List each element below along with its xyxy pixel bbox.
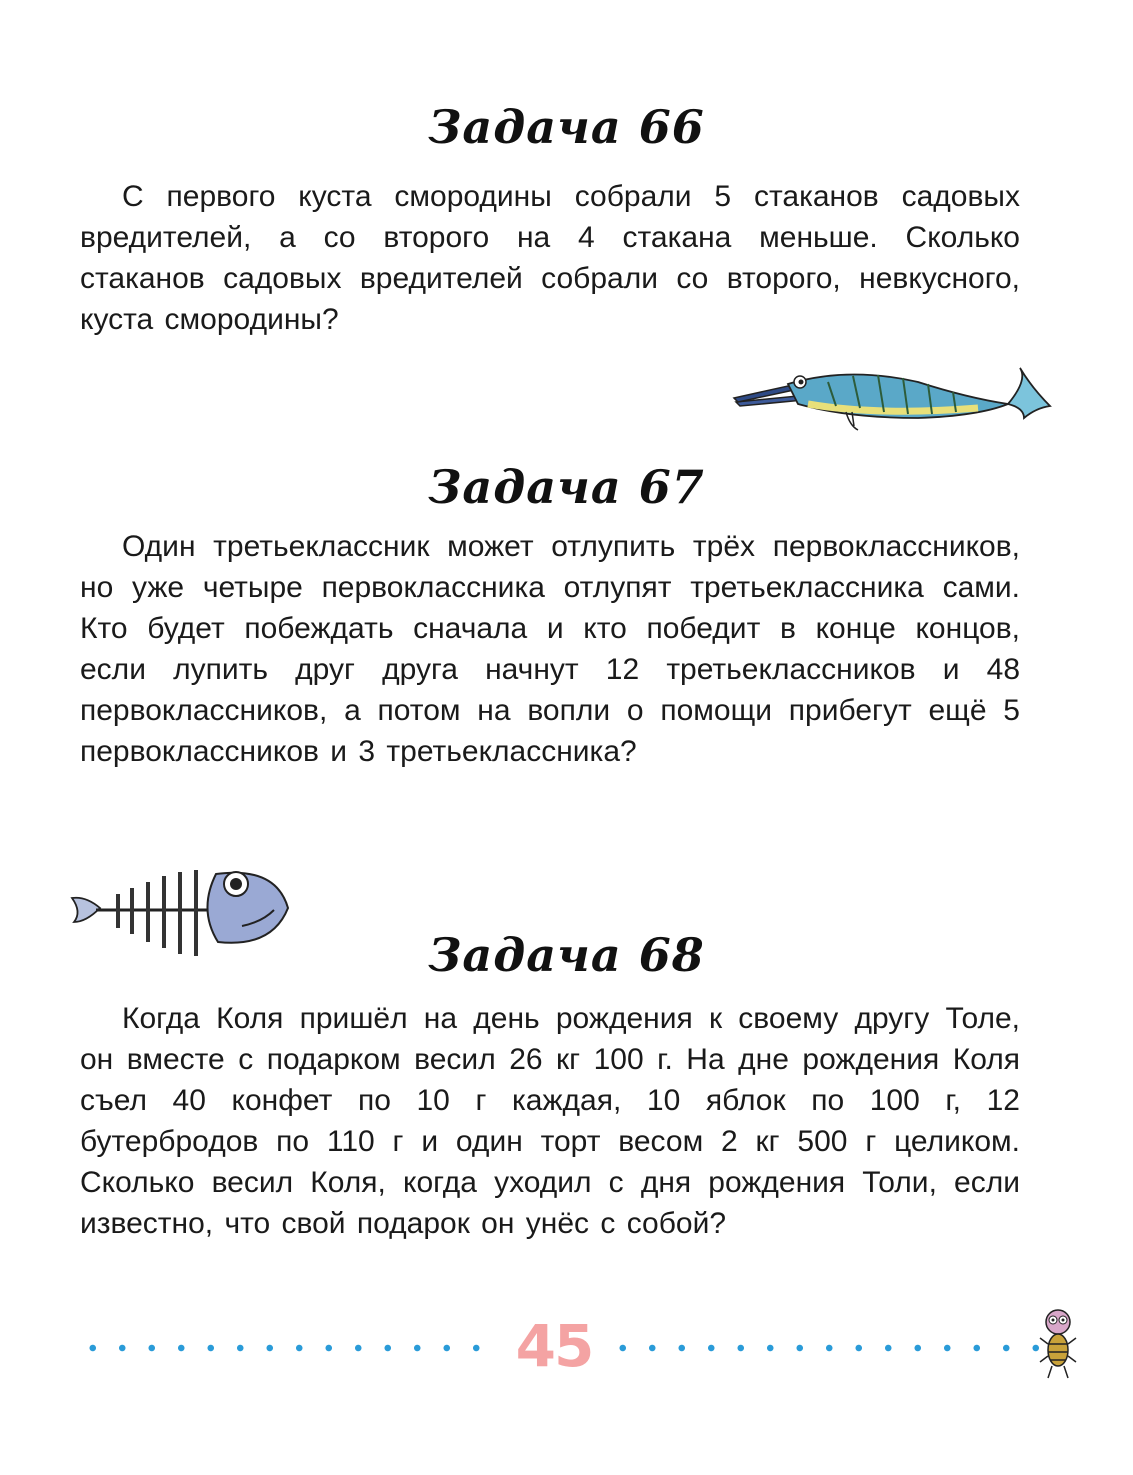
- task-66-text: С первого куста смородины собрали 5 стаканов садовых вредителей, а со второго на 4 стакана меньше. Сколько стаканов садовых вредителей собрали со второго, невкусного, куста смородины?: [80, 180, 1020, 336]
- task-68-title: Задача 68: [428, 928, 705, 982]
- page-number: 45: [515, 1312, 593, 1380]
- task-68-text: Когда Коля пришёл на день рождения к своему другу Толе, он вместе с подарком весил 26 кг 100 г. На дне рождения Коля съел 40 конфет по 10 г каждая, 10 яблок по 100 г, 12 бутербродов по 110 г и один торт весом 2 кг 500 г целиком. Сколько весил Коля, когда уходил с дня рождения Толи, если известно, что свой подарок он унёс с собой?: [80, 1002, 1020, 1240]
- page-footer: [78, 1312, 1058, 1380]
- task-66-title: Задача 66: [428, 100, 705, 154]
- bug-mascot-icon: [1036, 1304, 1080, 1388]
- dotted-line-right: [608, 1344, 1040, 1352]
- task-67-title: Задача 67: [428, 460, 705, 514]
- fish-illustration-icon: [728, 360, 1058, 436]
- task-67-text: Один третьеклассник может отлупить трёх первоклассников, но уже четыре первоклассника отлупят третьеклассника сами. Кто будет побеждать сначала и кто победит в конце концов, если лупить друг друга начнут 12 третьеклассников и 48 первоклассников, а потом на вопли о помощи прибегут ещё 5 первоклассников и 3 третьеклассника?: [80, 530, 1020, 768]
- dotted-line-left: [78, 1344, 496, 1352]
